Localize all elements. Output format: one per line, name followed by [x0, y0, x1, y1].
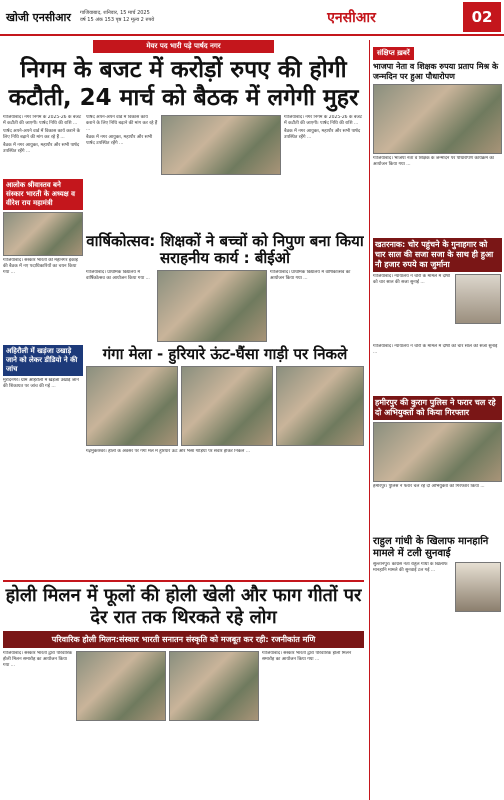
- story2-headline: आलोक श्रीवास्तव बने संस्कार भारती के अध्यक्ष व वीरेश राय महामंत्री: [3, 179, 83, 210]
- story6-body-2: गाजियाबाद। संस्कार भारती द्वारा परिवारिक होली मिलन समारोह का आयोजन किया गया ...: [262, 651, 352, 662]
- side-item2-photo: [455, 274, 501, 324]
- story3-row: [86, 270, 364, 342]
- side-item2-body: गाजियाबाद। न्यायालय ने चोरी के मामले में दोषी को चार साल की सजा सुनाई ...: [373, 274, 450, 285]
- story5-photo-3: [276, 366, 364, 446]
- dateline-line-2: वर्ष 15 अंक 153 पृष्ठ 12 मूल्य 2 रुपये: [80, 17, 155, 23]
- masthead: [0, 0, 504, 36]
- side-item1-headline: भाजपा नेता व शिक्षक रुपया प्रताप मिश्र के जन्मदिन पर हुआ पौधारोपण: [373, 62, 499, 81]
- side-item4-photo: [455, 562, 501, 612]
- main-column: [3, 40, 364, 580]
- story6-photo-1: [76, 651, 166, 721]
- dateline-line-1: गाजियाबाद, शनिवार, 15 मार्च 2025: [80, 10, 150, 16]
- story1-photo: [161, 115, 281, 175]
- story1-headline: निगम के बजट में करोड़ों रुपए की होगी कटौती, 24 मार्च को बैठक में लगेगी मुहर: [8, 57, 359, 111]
- story2-photo: [3, 212, 83, 256]
- story5-row: [86, 366, 364, 446]
- story3-body: गाजियाबाद। प्राथमिक विद्यालय में वार्षिकोत्सव का आयोजन किया गया ...: [86, 270, 150, 281]
- story5-body: गढ़मुक्तेश्वर। होली के अवसर पर गंगा मेले में हुरियारे ऊंट और भैंसा गाड़ियों पर सवार होकर निकले ...: [86, 449, 251, 454]
- story3-photo: [157, 270, 267, 342]
- bottom-section: [3, 580, 364, 800]
- story6-row: [3, 651, 364, 791]
- story-row-2: [3, 179, 364, 342]
- side-item4-row: [373, 562, 502, 682]
- story1-body-3b: बैठक में नगर आयुक्त, महापौर और सभी पार्षद उपस्थित रहेंगे ...: [86, 135, 153, 146]
- story5-photo-2: [181, 366, 273, 446]
- story1-body-1c: गाजियाबाद। नगर निगम के 2025-26 के बजट में कटौती की जाएगी। पार्षद निधि की राशि ...: [284, 115, 363, 126]
- story1-body-3: बैठक में नगर आयुक्त, महापौर और सभी पार्षद उपस्थित रहेंगे ...: [3, 143, 80, 154]
- story1-body-1: गाजियाबाद। नगर निगम के 2025-26 के बजट में कटौती की जाएगी। पार्षद निधि की राशि ...: [3, 115, 82, 126]
- story6-body-1: गाजियाबाद। संस्कार भारती द्वारा परिवारिक होली मिलन समारोह का आयोजन किया गया ...: [3, 651, 73, 668]
- side-item4-headline: राहुल गांधी के खिलाफ मानहानि मामले में टली सुनवाई: [373, 536, 489, 559]
- story3-block: [86, 179, 364, 342]
- story3-headline: वार्षिकोत्सव: शिक्षकों ने बच्चों को निपुण बना किया सराहनीय कार्य : बीईओ: [86, 232, 364, 267]
- side-section-tag: संक्षिप्त ख़बरें: [373, 47, 414, 60]
- side-item2-body-2: गाजियाबाद। न्यायालय ने चोरी के मामले में दोषी को चार साल की सजा सुनाई ...: [373, 344, 498, 355]
- story1-body-2b: पार्षद अपने-अपने वार्ड में विकास कार्य कराने के लिए निधि बढ़ाने की मांग कर रहे हैं ...: [86, 115, 158, 132]
- side-item4-body: सुल्तानपुर। कांग्रेस नेता राहुल गांधी के खिलाफ मानहानि मामले की सुनवाई टल गई ...: [373, 562, 448, 573]
- story3-spacer: [86, 179, 364, 233]
- story3-body-2: गाजियाबाद। प्राथमिक विद्यालय में वार्षिकोत्सव का आयोजन किया गया ...: [270, 270, 351, 281]
- dateline: [80, 10, 240, 24]
- side-item3-body: हमीरपुर। पुलिस ने फरार चल रहे दो अभियुक्तों को गिरफ्तार किया ...: [373, 484, 485, 489]
- story6-photo-2: [169, 651, 259, 721]
- story1-kicker: मेयर पद भारी पड़े पार्षद नगर: [93, 40, 274, 53]
- side-item3-photo: [373, 422, 502, 482]
- side-item1-photo: [373, 84, 502, 154]
- story5-headline: गंगा मेला - हुरियारे ऊंट-घैंसा गाड़ी पर निकले: [102, 345, 348, 363]
- story4-block: [3, 345, 83, 528]
- page-number: 02: [463, 2, 501, 32]
- story4-headline: अहिरौली में खड़ंजा उखाड़े जाने को लेकर डीडियो ने की जांच: [3, 345, 83, 376]
- story6-headline: होली मिलन में फूलों की होली खेली और फाग गीतों पर देर रात तक थिरकते रहे लोग: [3, 580, 364, 629]
- side-item2-row: [373, 274, 502, 344]
- story5-block: [86, 345, 364, 528]
- side-item3-headline: हमीरपुर की कुराग पुलिस ने फरार चल रहे दो अभियुक्तों को किया गिरफ्तार: [373, 396, 502, 420]
- story5-photo-1: [86, 366, 178, 446]
- story6-subhead: परिवारिक होली मिलन:संस्कार भारती सनातन संस्कृति को मजबूत कर रही: रजनीकांत मणि: [3, 631, 364, 648]
- brand-name: खोजी एनसीआर: [6, 10, 71, 24]
- story1-body-3c: बैठक में नगर आयुक्त, महापौर और सभी पार्षद उपस्थित रहेंगे ...: [284, 129, 361, 140]
- side-column: [369, 40, 502, 800]
- story1-body-2: पार्षद अपने-अपने वार्ड में विकास कार्य कराने के लिए निधि बढ़ाने की मांग कर रहे हैं ...: [3, 129, 81, 140]
- side-item2-headline: खतरनाक: चोर पहुंचने के गुनाहगार को चार साल की सजा सजा के साथ ही हुआ नौ हजार रुपये का जुर्माना: [373, 238, 502, 272]
- side-item1-body: गाजियाबाद। भाजपा नेता व शिक्षक के जन्मदिन पर पौधारोपण कार्यक्रम का आयोजन किया गया ...: [373, 156, 494, 167]
- story4-body: मुरादनगर। ग्राम अहिरौली में खड़ंजा उखाड़े जाने की शिकायत पर जांच की गई ...: [3, 378, 79, 389]
- edition-title: एनसीआर: [327, 9, 376, 26]
- story2-block: [3, 179, 83, 342]
- story-row-3: [3, 345, 364, 528]
- story2-body: गाजियाबाद। संस्कार भारती की महानगर इकाई की बैठक में नए पदाधिकारियों का चयन किया गया ...: [3, 258, 78, 275]
